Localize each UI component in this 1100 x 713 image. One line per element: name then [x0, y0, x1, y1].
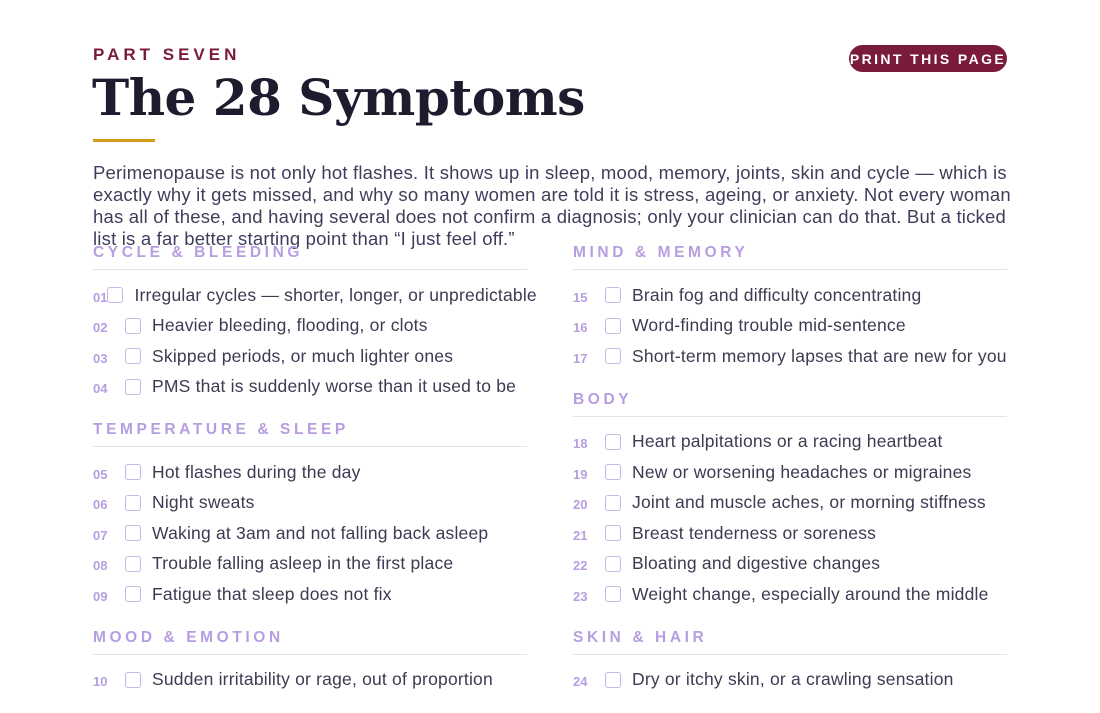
symptom-checkbox[interactable] — [605, 348, 621, 364]
symptom-number: 10 — [93, 674, 108, 690]
symptom-label: PMS that is suddenly worse than it used to be — [152, 376, 517, 397]
right-column — [573, 243, 1007, 713]
symptom-number: 20 — [573, 497, 588, 513]
section-body — [573, 390, 1007, 610]
symptom-number: 01 — [93, 289, 108, 305]
symptom-checkbox[interactable] — [605, 287, 621, 303]
symptom-number: 23 — [573, 588, 588, 604]
symptom-label: Skipped periods, or much lighter ones — [152, 345, 454, 366]
symptom-checkbox[interactable] — [605, 464, 621, 480]
symptom-item[interactable] — [93, 549, 527, 580]
symptom-number: 07 — [93, 527, 108, 543]
part-eyebrow: PART SEVEN — [93, 45, 241, 64]
symptom-item[interactable] — [573, 488, 1007, 519]
section-heading: TEMPERATURE & SLEEP — [93, 420, 527, 447]
symptom-checkbox[interactable] — [125, 495, 141, 511]
symptom-checkbox[interactable] — [605, 525, 621, 541]
symptom-number: 22 — [573, 558, 588, 574]
symptom-number: 16 — [573, 320, 588, 336]
symptom-label: Heart palpitations or a racing heartbeat — [632, 431, 943, 452]
symptom-label: Brain fog and difficulty concentrating — [632, 284, 922, 305]
symptom-item[interactable] — [93, 518, 527, 549]
symptom-item[interactable] — [93, 372, 527, 403]
symptom-checkbox[interactable] — [605, 586, 621, 602]
symptom-checkbox[interactable] — [605, 495, 621, 511]
symptom-label: Night sweats — [152, 492, 255, 513]
symptom-number: 06 — [93, 497, 108, 513]
symptom-checkbox[interactable] — [125, 318, 141, 334]
symptom-item[interactable] — [93, 579, 527, 610]
symptom-number: 19 — [573, 466, 588, 482]
symptom-number: 24 — [573, 674, 588, 690]
section-mind-memory — [573, 243, 1007, 372]
symptom-checkbox[interactable] — [125, 525, 141, 541]
symptom-checkbox[interactable] — [107, 287, 123, 303]
symptom-label: Bloating and digestive changes — [632, 553, 881, 574]
symptom-checkbox[interactable] — [125, 556, 141, 572]
symptom-number: 09 — [93, 588, 108, 604]
title-underline — [93, 139, 155, 142]
symptom-number: 17 — [573, 350, 588, 366]
symptom-item[interactable] — [573, 427, 1007, 458]
symptom-label: Sudden irritability or rage, out of proportion — [152, 669, 493, 690]
symptom-checkbox[interactable] — [605, 672, 621, 688]
symptom-item[interactable] — [573, 457, 1007, 488]
symptom-number: 05 — [93, 466, 108, 482]
left-column — [93, 243, 537, 713]
section-skin-hair — [573, 628, 1007, 696]
section-heading: BODY — [573, 390, 1007, 417]
section-heading: MIND & MEMORY — [573, 243, 1007, 270]
section-mood-emotion — [93, 628, 527, 696]
symptom-item[interactable] — [573, 280, 1007, 311]
intro-paragraph: Perimenopause is not only hot flashes. It shows up in sleep, mood, memory, joints, skin and cycle — which is exactly why it gets missed, and why so many women are told it is stress, ageing, or anxiety. Not every woman has all of these, and having several does not confirm a diagnosis; only your clinician can do that. But a ticked list is a far better starting point than “I just feel off.” — [93, 162, 1011, 249]
symptom-label: New or worsening headaches or migraines — [632, 461, 972, 482]
symptom-label: Hot flashes during the day — [152, 461, 361, 482]
section-heading: CYCLE & BLEEDING — [93, 243, 527, 270]
section-cycle-bleeding — [93, 243, 537, 402]
symptom-checkbox[interactable] — [125, 672, 141, 688]
symptom-item[interactable] — [93, 488, 527, 519]
symptom-item[interactable] — [573, 579, 1007, 610]
symptom-number: 02 — [93, 320, 108, 336]
symptom-label: Trouble falling asleep in the first place — [152, 553, 454, 574]
symptom-label: Short-term memory lapses that are new for you — [632, 345, 1007, 366]
symptom-number: 21 — [573, 527, 588, 543]
section-temperature-sleep — [93, 420, 527, 610]
symptom-label: Dry or itchy skin, or a crawling sensation — [632, 669, 954, 690]
symptom-item[interactable] — [573, 341, 1007, 372]
symptom-item[interactable] — [573, 665, 1007, 696]
symptom-number: 04 — [93, 381, 108, 397]
symptom-checkbox[interactable] — [605, 434, 621, 450]
symptom-checkbox[interactable] — [125, 348, 141, 364]
symptom-item[interactable] — [93, 280, 537, 311]
symptom-label: Waking at 3am and not falling back asleep — [152, 522, 489, 543]
symptom-label: Weight change, especially around the middle — [632, 583, 989, 604]
symptom-label: Fatigue that sleep does not fix — [152, 583, 392, 604]
symptom-number: 08 — [93, 558, 108, 574]
symptom-label: Joint and muscle aches, or morning stiffness — [632, 492, 986, 513]
symptom-number: 15 — [573, 289, 588, 305]
symptom-checkbox[interactable] — [125, 464, 141, 480]
symptom-label: Breast tenderness or soreness — [632, 522, 877, 543]
symptom-number: 18 — [573, 436, 588, 452]
symptom-item[interactable] — [573, 311, 1007, 342]
section-heading: SKIN & HAIR — [573, 628, 1007, 655]
print-page-button[interactable]: PRINT THIS PAGE — [849, 45, 1007, 72]
symptom-checkbox[interactable] — [605, 318, 621, 334]
symptom-item[interactable] — [573, 518, 1007, 549]
symptom-item[interactable] — [93, 457, 527, 488]
symptom-item[interactable] — [573, 549, 1007, 580]
symptom-checkbox[interactable] — [605, 556, 621, 572]
symptom-number: 03 — [93, 350, 108, 366]
symptom-checkbox[interactable] — [125, 586, 141, 602]
symptom-label: Word-finding trouble mid-sentence — [632, 315, 906, 336]
symptom-item[interactable] — [93, 311, 527, 342]
section-heading: MOOD & EMOTION — [93, 628, 527, 655]
symptom-item[interactable] — [93, 341, 527, 372]
symptom-checkbox[interactable] — [125, 379, 141, 395]
symptom-item[interactable] — [93, 665, 527, 696]
symptom-label: Irregular cycles — shorter, longer, or unpredictable — [134, 284, 537, 305]
symptom-label: Heavier bleeding, flooding, or clots — [152, 315, 428, 336]
page-title: The 28 Symptoms — [92, 68, 585, 127]
